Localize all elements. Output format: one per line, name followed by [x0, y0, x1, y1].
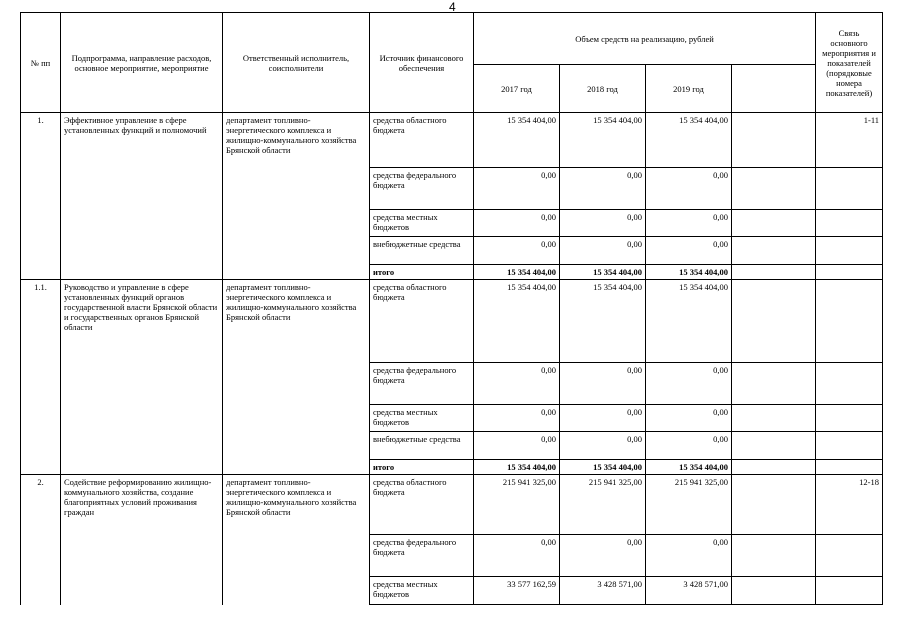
header-year-2017: 2017 год — [474, 65, 560, 113]
total-2019: 15 354 404,00 — [646, 460, 732, 475]
amount-2018: 215 941 325,00 — [560, 475, 646, 535]
amount-2019: 215 941 325,00 — [646, 475, 732, 535]
header-empty-year — [732, 65, 816, 113]
empty-cell — [816, 577, 883, 605]
source-cell: средства местных бюджетов — [370, 577, 474, 605]
source-cell: средства федерального бюджета — [370, 168, 474, 210]
source-cell: средства областного бюджета — [370, 475, 474, 535]
amount-2019: 0,00 — [646, 363, 732, 405]
empty-cell — [816, 237, 883, 265]
amount-2017: 0,00 — [474, 237, 560, 265]
measure-name: Эффективное управление в сфере установленных функций и полномочий — [61, 113, 223, 280]
header-link: Связь основного мероприятия и показателей (порядковые номера показателей) — [816, 13, 883, 113]
amount-2017: 15 354 404,00 — [474, 280, 560, 363]
empty-cell — [816, 168, 883, 210]
amount-2018: 3 428 571,00 — [560, 577, 646, 605]
amount-2018: 15 354 404,00 — [560, 280, 646, 363]
table-row — [21, 475, 883, 535]
empty-cell — [732, 265, 816, 280]
empty-cell — [732, 432, 816, 460]
empty-cell — [732, 168, 816, 210]
source-cell: средства местных бюджетов — [370, 210, 474, 237]
indicator-link: 12-18 — [816, 475, 883, 535]
total-label: итого — [370, 265, 474, 280]
source-cell: средства областного бюджета — [370, 113, 474, 168]
measure-name: Руководство и управление в сфере установленных функций органов государственной власти Брянской области и государственных органов Брянской области — [61, 280, 223, 475]
header-year-2019: 2019 год — [646, 65, 732, 113]
amount-2017: 0,00 — [474, 432, 560, 460]
amount-2018: 15 354 404,00 — [560, 113, 646, 168]
amount-2018: 0,00 — [560, 535, 646, 577]
amount-2018: 0,00 — [560, 168, 646, 210]
amount-2019: 0,00 — [646, 432, 732, 460]
row-number: 1. — [21, 113, 61, 280]
amount-2019: 0,00 — [646, 237, 732, 265]
table-row — [21, 113, 883, 168]
empty-cell — [732, 113, 816, 168]
header-executor: Ответственный исполнитель, соисполнители — [223, 13, 370, 113]
executor-name: департамент топливно-энергетического комплекса и жилищно-коммунального хозяйства Брянской области — [223, 113, 370, 280]
page-number: 4 — [449, 0, 456, 14]
amount-2018: 0,00 — [560, 432, 646, 460]
amount-2017: 15 354 404,00 — [474, 113, 560, 168]
amount-2019: 3 428 571,00 — [646, 577, 732, 605]
empty-cell — [732, 280, 816, 363]
empty-cell — [816, 405, 883, 432]
measure-name: Содействие реформированию жилищно-коммунального хозяйства, создание благоприятных условий проживания граждан — [61, 475, 223, 605]
source-cell: средства федерального бюджета — [370, 363, 474, 405]
empty-cell — [732, 237, 816, 265]
row-number: 2. — [21, 475, 61, 605]
amount-2019: 0,00 — [646, 405, 732, 432]
source-cell: средства федерального бюджета — [370, 535, 474, 577]
executor-name: департамент топливно-энергетического комплекса и жилищно-коммунального хозяйства Брянской области — [223, 475, 370, 605]
empty-cell — [816, 535, 883, 577]
amount-2019: 0,00 — [646, 168, 732, 210]
total-label: итого — [370, 460, 474, 475]
header-volume: Объем средств на реализацию, рублей — [474, 13, 816, 65]
amount-2017: 0,00 — [474, 168, 560, 210]
source-cell: средства местных бюджетов — [370, 405, 474, 432]
table-row — [21, 280, 883, 363]
header-source: Источник финансового обеспечения — [370, 13, 474, 113]
amount-2018: 0,00 — [560, 363, 646, 405]
total-2019: 15 354 404,00 — [646, 265, 732, 280]
amount-2017: 33 577 162,59 — [474, 577, 560, 605]
total-2017: 15 354 404,00 — [474, 460, 560, 475]
empty-cell — [732, 475, 816, 535]
amount-2019: 15 354 404,00 — [646, 280, 732, 363]
indicator-link: 1-11 — [816, 113, 883, 168]
amount-2017: 0,00 — [474, 210, 560, 237]
empty-cell — [816, 460, 883, 475]
program-table — [20, 12, 883, 605]
amount-2017: 0,00 — [474, 405, 560, 432]
empty-cell — [816, 432, 883, 460]
empty-cell — [732, 460, 816, 475]
empty-cell — [732, 577, 816, 605]
amount-2018: 0,00 — [560, 210, 646, 237]
empty-cell — [732, 363, 816, 405]
empty-cell — [816, 363, 883, 405]
empty-cell — [732, 210, 816, 237]
header-subprogram: Подпрограмма, направление расходов, основное мероприятие, мероприятие — [61, 13, 223, 113]
executor-name: департамент топливно-энергетического комплекса и жилищно-коммунального хозяйства Брянской области — [223, 280, 370, 475]
amount-2019: 0,00 — [646, 535, 732, 577]
empty-cell — [816, 210, 883, 237]
header-year-2018: 2018 год — [560, 65, 646, 113]
empty-cell — [732, 405, 816, 432]
empty-cell — [816, 265, 883, 280]
amount-2018: 0,00 — [560, 237, 646, 265]
row-number: 1.1. — [21, 280, 61, 475]
source-cell: средства областного бюджета — [370, 280, 474, 363]
total-2018: 15 354 404,00 — [560, 265, 646, 280]
amount-2017: 0,00 — [474, 363, 560, 405]
header-num: № пп — [21, 13, 61, 113]
total-2017: 15 354 404,00 — [474, 265, 560, 280]
amount-2019: 15 354 404,00 — [646, 113, 732, 168]
total-2018: 15 354 404,00 — [560, 460, 646, 475]
source-cell: внебюджетные средства — [370, 432, 474, 460]
source-cell: внебюджетные средства — [370, 237, 474, 265]
amount-2017: 0,00 — [474, 535, 560, 577]
empty-cell — [732, 535, 816, 577]
amount-2017: 215 941 325,00 — [474, 475, 560, 535]
amount-2019: 0,00 — [646, 210, 732, 237]
amount-2018: 0,00 — [560, 405, 646, 432]
indicator-link — [816, 280, 883, 363]
